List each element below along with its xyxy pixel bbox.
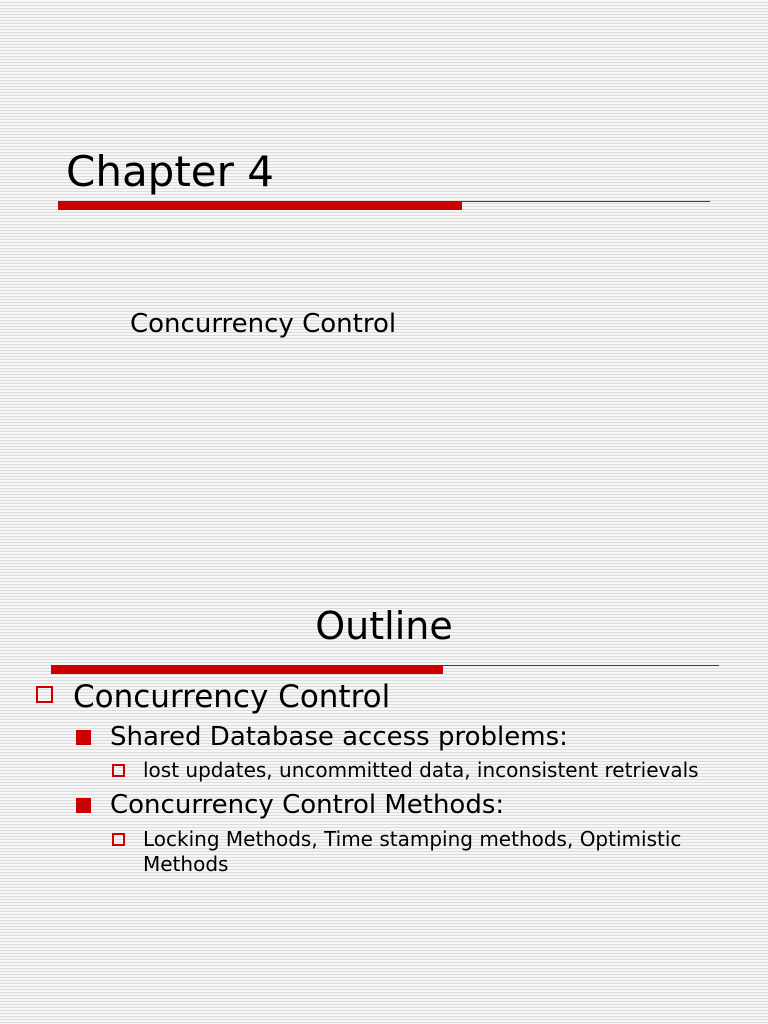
- chapter-subtitle: Concurrency Control: [130, 309, 397, 339]
- filled-square-bullet-icon: [76, 798, 91, 813]
- hollow-square-bullet-icon: [112, 764, 125, 777]
- bullet-text: lost updates, uncommitted data, inconsistent retrievals: [143, 758, 699, 782]
- filled-square-bullet-icon: [76, 730, 91, 745]
- bullet-text: Locking Methods, Time stamping methods, Optimistic Methods: [143, 827, 682, 876]
- hollow-square-bullet-icon: [36, 686, 53, 703]
- bullet-text: Concurrency Control Methods:: [110, 790, 505, 820]
- title-underline-thick: [58, 201, 462, 210]
- outline-underline-thin: [443, 665, 719, 666]
- chapter-title: Chapter 4: [66, 147, 274, 196]
- bullet-text: Concurrency Control: [73, 679, 391, 715]
- bullet-text: Shared Database access problems:: [110, 722, 568, 752]
- slide-outline: [0, 512, 768, 1024]
- outline-title: Outline: [315, 604, 453, 648]
- outline-underline-thick: [51, 665, 443, 674]
- title-underline-thin: [462, 201, 710, 202]
- hollow-square-bullet-icon: [112, 833, 125, 846]
